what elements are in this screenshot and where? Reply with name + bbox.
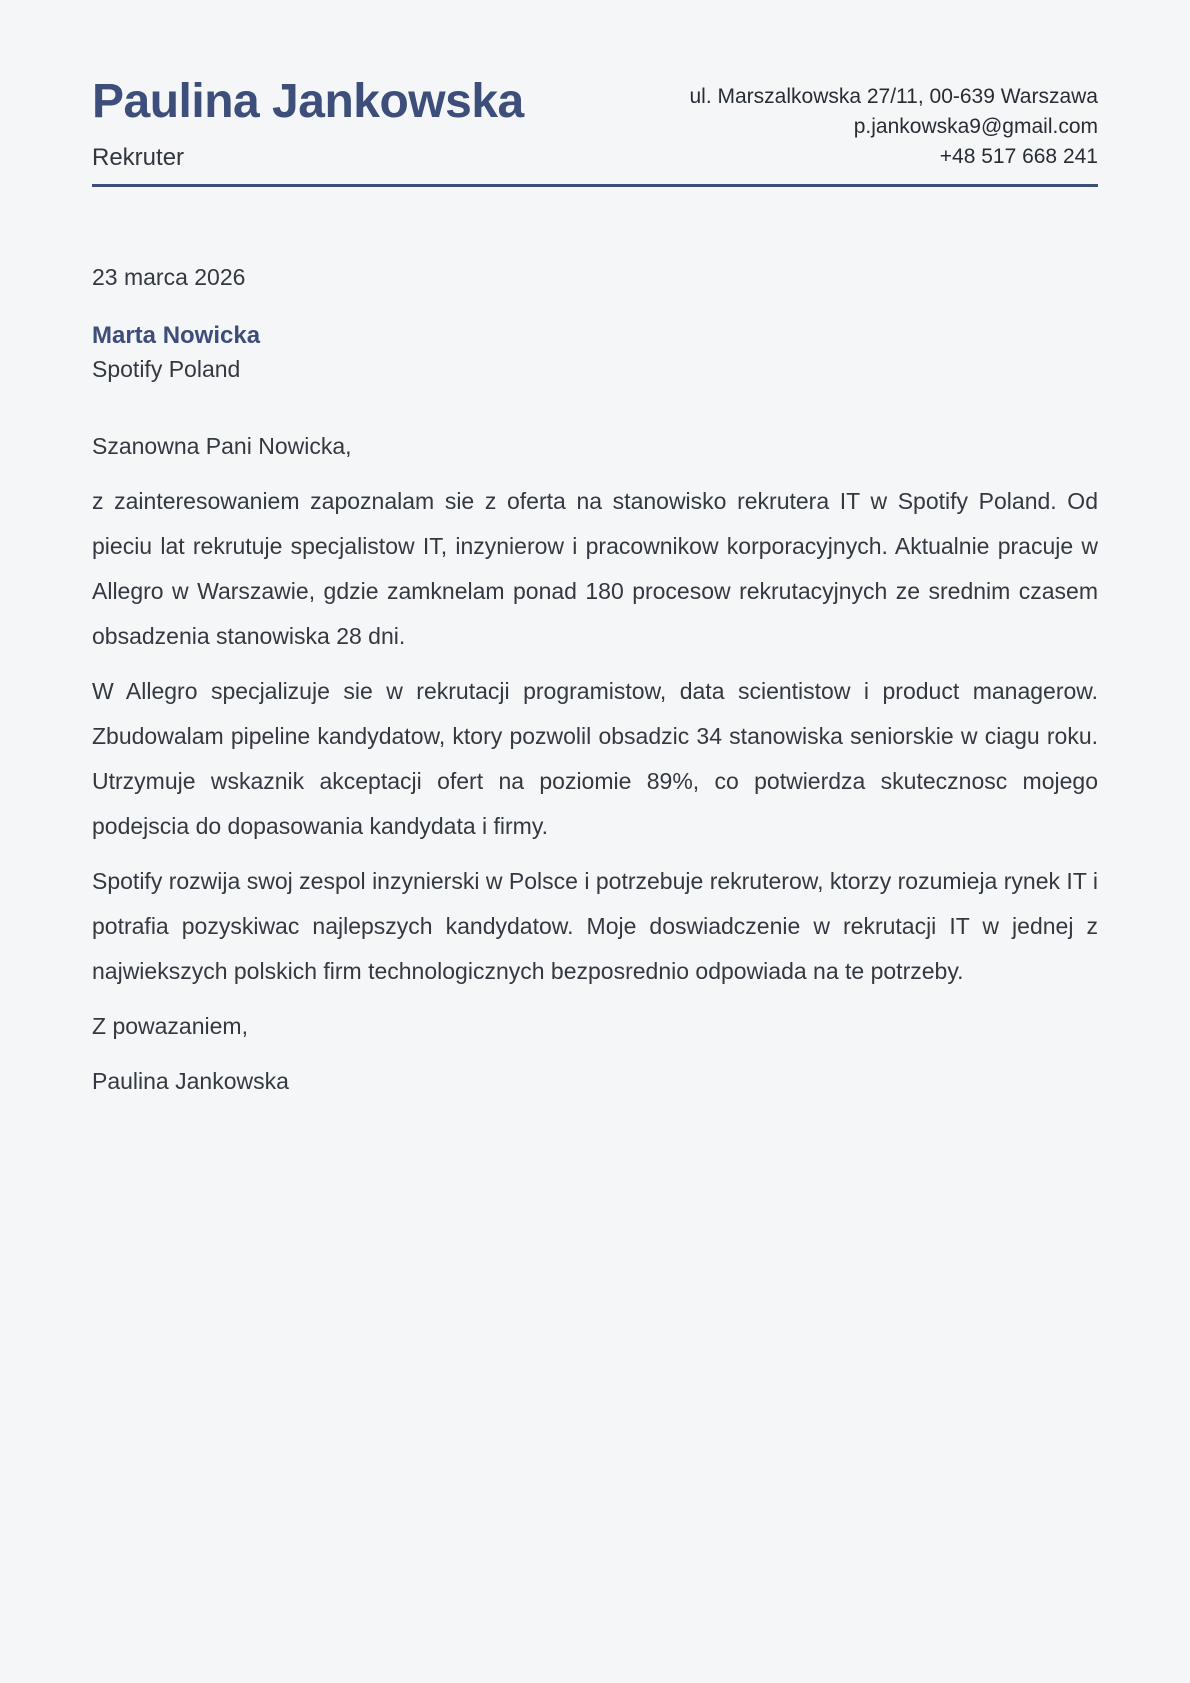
letter-date: 23 marca 2026 <box>92 264 246 290</box>
contact-phone: +48 517 668 241 <box>939 145 1098 168</box>
paragraph-3: Spotify rozwija swoj zespol inzynierski w Polsce i potrzebuje rekruterow, ktorzy rozumieja rynek IT i potrafia pozyskiwac najlepszych kandydatow. Moje doswiadczenie w rekrutacji IT w jednej z najwiekszych polskich firm technologicznych bezposrednio odpowiada na te potrzeby. <box>92 868 1098 984</box>
signature: Paulina Jankowska <box>92 1068 289 1094</box>
salutation: Szanowna Pani Nowicka, <box>92 433 352 459</box>
letter-header <box>92 75 1098 172</box>
sender-job-title: Rekruter <box>92 144 185 171</box>
recipient-block <box>92 321 1098 384</box>
sender-identity <box>92 75 524 172</box>
header-divider <box>92 184 1098 187</box>
paragraph-1: z zainteresowaniem zapoznalam sie z oferta na stanowisko rekrutera IT w Spotify Poland. Od pieciu lat rekrutuje specjalistow IT, inzynierow i pracownikow korporacyjnych. Aktualnie pracuje w Allegro w Warszawie, gdzie zamknelam ponad 180 procesow rekrutacyjnych ze srednim czasem obsadzenia stanowiska 28 dni. <box>92 488 1098 649</box>
sender-name: Paulina Jankowska <box>92 75 524 128</box>
closing: Z powazaniem, <box>92 1013 248 1039</box>
recipient-name: Marta Nowicka <box>92 322 261 349</box>
paragraph-2: W Allegro specjalizuje sie w rekrutacji programistow, data scientistow i product managerow. Zbudowalam pipeline kandydatow, ktory pozwolil obsadzic 34 stanowiska seniorskie w ciagu roku. Utrzymuje wskaznik akceptacji ofert na poziomie 89%, co potwierdza skutecznosc mojego podejscia do dopasowania kandydata i firmy. <box>92 678 1098 839</box>
recipient-company: Spotify Poland <box>92 356 241 382</box>
contact-email: p.jankowska9@gmail.com <box>853 115 1098 138</box>
contact-address: ul. Marszalkowska 27/11, 00-639 Warszawa <box>689 85 1098 108</box>
letter-body <box>92 424 1098 1104</box>
contact-block <box>689 78 1098 172</box>
